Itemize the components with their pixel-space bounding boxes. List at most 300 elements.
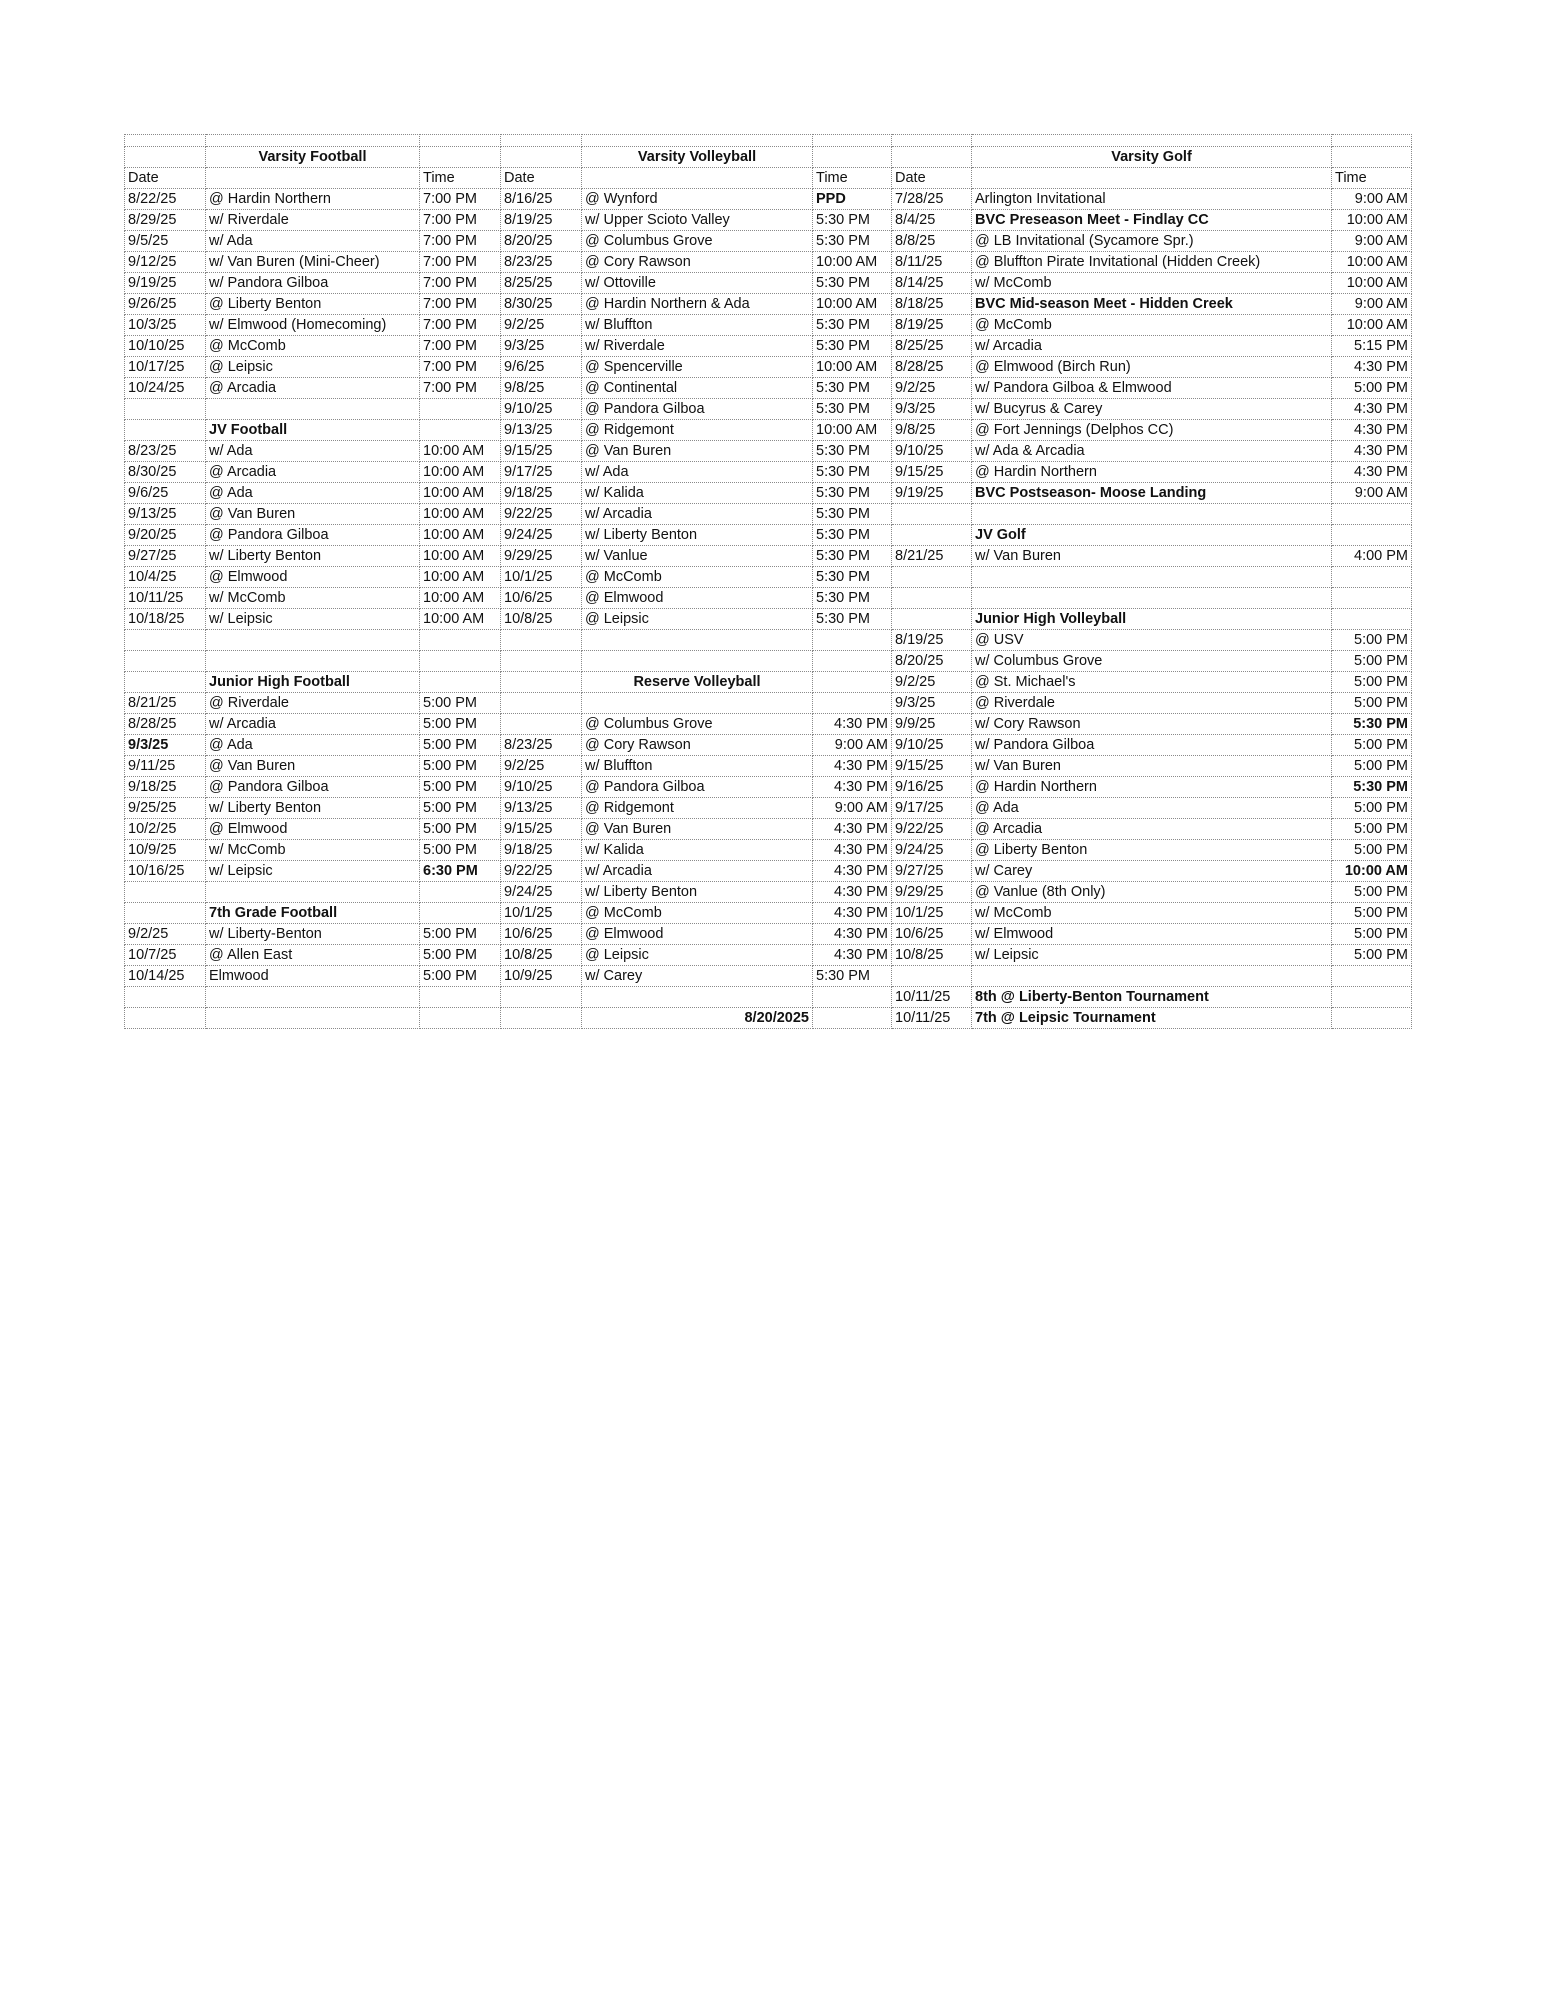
table-cell: @ Pandora Gilboa	[206, 777, 420, 798]
table-cell: 7:00 PM	[420, 231, 501, 252]
table-cell: @ Van Buren	[206, 504, 420, 525]
table-cell: 5:30 PM	[813, 315, 892, 336]
table-cell: 10/9/25	[501, 966, 582, 987]
empty-cell	[420, 903, 501, 924]
table-cell: 4:30 PM	[1332, 420, 1412, 441]
table-cell: 5:30 PM	[813, 210, 892, 231]
table-row	[125, 462, 1412, 483]
table-cell: @ Elmwood (Birch Run)	[972, 357, 1332, 378]
table-row	[125, 483, 1412, 504]
table-cell: 5:00 PM	[420, 924, 501, 945]
table-cell: @ Liberty Benton	[972, 840, 1332, 861]
table-cell: Arlington Invitational	[972, 189, 1332, 210]
table-cell: 5:00 PM	[1332, 945, 1412, 966]
table-cell: Date	[892, 168, 972, 189]
table-cell: 5:30 PM	[813, 378, 892, 399]
table-cell: 9/10/25	[501, 399, 582, 420]
table-cell: 8/11/25	[892, 252, 972, 273]
table-cell: 5:00 PM	[1332, 840, 1412, 861]
table-cell: 9/16/25	[892, 777, 972, 798]
table-cell: 8/20/25	[892, 651, 972, 672]
empty-cell	[206, 399, 420, 420]
table-cell: 4:30 PM	[813, 819, 892, 840]
table-cell: w/ Ada	[206, 231, 420, 252]
table-cell: @ Ada	[972, 798, 1332, 819]
table-cell: 9/10/25	[892, 735, 972, 756]
table-cell: 10/11/25	[125, 588, 206, 609]
table-cell: 9/22/25	[501, 504, 582, 525]
table-cell: 5:30 PM	[813, 525, 892, 546]
table-cell: 9/15/25	[892, 462, 972, 483]
table-cell: w/ Ada	[582, 462, 813, 483]
table-cell: 5:00 PM	[420, 966, 501, 987]
table-cell: w/ Carey	[972, 861, 1332, 882]
table-row	[125, 693, 1412, 714]
table-cell: 5:30 PM	[813, 966, 892, 987]
table-cell: w/ Liberty Benton	[582, 525, 813, 546]
table-row	[125, 882, 1412, 903]
table-cell: 9/22/25	[501, 861, 582, 882]
table-cell: w/ Cory Rawson	[972, 714, 1332, 735]
table-cell: @ Hardin Northern & Ada	[582, 294, 813, 315]
table-row	[125, 1008, 1412, 1029]
empty-cell	[420, 882, 501, 903]
section-heading: Varsity Volleyball	[582, 147, 813, 168]
empty-cell	[813, 135, 892, 147]
table-cell: 10/11/25	[892, 1008, 972, 1029]
table-cell: @ Arcadia	[206, 462, 420, 483]
empty-cell	[420, 987, 501, 1008]
table-cell: w/ Leipsic	[972, 945, 1332, 966]
table-cell: 9/25/25	[125, 798, 206, 819]
table-cell: 9/24/25	[501, 525, 582, 546]
section-heading: JV Football	[206, 420, 420, 441]
empty-cell	[420, 147, 501, 168]
table-cell: 10/14/25	[125, 966, 206, 987]
table-cell: 9/3/25	[892, 693, 972, 714]
table-cell: 5:00 PM	[1332, 630, 1412, 651]
table-row	[125, 273, 1412, 294]
table-row	[125, 147, 1412, 168]
table-cell: 4:30 PM	[1332, 441, 1412, 462]
table-cell: 10:00 AM	[813, 252, 892, 273]
empty-cell	[206, 1008, 420, 1029]
table-cell: @ LB Invitational (Sycamore Spr.)	[972, 231, 1332, 252]
table-cell: 8th @ Liberty-Benton Tournament	[972, 987, 1332, 1008]
table-cell: 10:00 AM	[420, 546, 501, 567]
table-cell: 9/5/25	[125, 231, 206, 252]
empty-cell	[125, 147, 206, 168]
table-cell: w/ Leipsic	[206, 861, 420, 882]
table-cell: 5:00 PM	[1332, 903, 1412, 924]
table-cell: 10/16/25	[125, 861, 206, 882]
section-heading: Varsity Golf	[972, 147, 1332, 168]
table-cell: 9/29/25	[892, 882, 972, 903]
empty-cell	[582, 651, 813, 672]
table-cell: 9/8/25	[501, 378, 582, 399]
table-cell: 10:00 AM	[1332, 252, 1412, 273]
table-cell: 10/9/25	[125, 840, 206, 861]
table-cell: w/ Kalida	[582, 840, 813, 861]
empty-cell	[813, 1008, 892, 1029]
table-cell: 5:30 PM	[813, 609, 892, 630]
table-cell: 5:00 PM	[420, 819, 501, 840]
table-cell: w/ Pandora Gilboa & Elmwood	[972, 378, 1332, 399]
table-cell: @ Columbus Grove	[582, 231, 813, 252]
empty-cell	[813, 651, 892, 672]
table-cell: 8/21/25	[125, 693, 206, 714]
table-cell: 9/2/25	[501, 315, 582, 336]
empty-cell	[501, 1008, 582, 1029]
table-cell: 10/10/25	[125, 336, 206, 357]
table-cell: 8/20/25	[501, 231, 582, 252]
table-cell: @ Leipsic	[582, 945, 813, 966]
table-cell: 5:15 PM	[1332, 336, 1412, 357]
table-cell: 8/28/25	[892, 357, 972, 378]
table-cell: 9/29/25	[501, 546, 582, 567]
table-cell: 10:00 AM	[420, 462, 501, 483]
table-cell: w/ Arcadia	[972, 336, 1332, 357]
empty-cell	[420, 672, 501, 693]
empty-cell	[125, 882, 206, 903]
table-cell: 5:00 PM	[420, 840, 501, 861]
empty-cell	[892, 525, 972, 546]
table-row	[125, 945, 1412, 966]
table-cell: @ Arcadia	[206, 378, 420, 399]
table-row	[125, 168, 1412, 189]
table-cell: 5:30 PM	[813, 336, 892, 357]
table-cell: 5:00 PM	[1332, 882, 1412, 903]
table-cell: 4:30 PM	[813, 945, 892, 966]
table-cell: 9/20/25	[125, 525, 206, 546]
table-cell: w/ Van Buren	[972, 756, 1332, 777]
table-row	[125, 819, 1412, 840]
empty-cell	[206, 168, 420, 189]
empty-cell	[206, 651, 420, 672]
table-cell: 8/8/25	[892, 231, 972, 252]
table-cell: 10:00 AM	[1332, 315, 1412, 336]
table-cell: w/ McComb	[972, 903, 1332, 924]
table-cell: w/ Bluffton	[582, 756, 813, 777]
table-cell: 5:00 PM	[420, 798, 501, 819]
table-cell: @ Pandora Gilboa	[582, 399, 813, 420]
empty-cell	[206, 882, 420, 903]
table-cell: 5:30 PM	[813, 462, 892, 483]
empty-cell	[501, 135, 582, 147]
table-row	[125, 588, 1412, 609]
table-row	[125, 231, 1412, 252]
empty-cell	[501, 672, 582, 693]
empty-cell	[1332, 1008, 1412, 1029]
table-cell: @ Van Buren	[582, 441, 813, 462]
table-row	[125, 609, 1412, 630]
table-cell: 9/11/25	[125, 756, 206, 777]
table-cell: 5:30 PM	[813, 441, 892, 462]
table-row	[125, 987, 1412, 1008]
table-cell: 5:30 PM	[813, 504, 892, 525]
table-cell: 8/25/25	[501, 273, 582, 294]
table-cell: 10:00 AM	[813, 357, 892, 378]
table-cell: @ McComb	[582, 903, 813, 924]
table-cell: w/ Liberty Benton	[206, 546, 420, 567]
empty-cell	[125, 672, 206, 693]
table-cell: 10:00 AM	[420, 441, 501, 462]
table-cell: 10/1/25	[501, 903, 582, 924]
table-cell: 10/1/25	[501, 567, 582, 588]
table-cell: 9/24/25	[892, 840, 972, 861]
table-cell: 10/6/25	[501, 588, 582, 609]
table-cell: 5:00 PM	[1332, 924, 1412, 945]
empty-cell	[420, 399, 501, 420]
table-row	[125, 714, 1412, 735]
table-cell: 7:00 PM	[420, 294, 501, 315]
table-cell: 9/3/25	[125, 735, 206, 756]
table-cell: 10/7/25	[125, 945, 206, 966]
table-cell: w/ Arcadia	[582, 504, 813, 525]
table-cell: 8/28/25	[125, 714, 206, 735]
table-cell: 5:30 PM	[813, 588, 892, 609]
table-cell: 9/3/25	[892, 399, 972, 420]
table-cell: @ McComb	[206, 336, 420, 357]
table-cell: 9/27/25	[125, 546, 206, 567]
table-cell: 8/21/25	[892, 546, 972, 567]
table-cell: 8/19/25	[501, 210, 582, 231]
table-cell: @ Ada	[206, 483, 420, 504]
table-cell: @ USV	[972, 630, 1332, 651]
empty-cell	[892, 966, 972, 987]
table-cell: 9/18/25	[501, 840, 582, 861]
table-cell: 7:00 PM	[420, 273, 501, 294]
empty-cell	[892, 135, 972, 147]
table-cell: @ Cory Rawson	[582, 252, 813, 273]
table-cell: 7:00 PM	[420, 336, 501, 357]
table-row	[125, 336, 1412, 357]
section-heading: Reserve Volleyball	[582, 672, 813, 693]
table-cell: 10:00 AM	[420, 525, 501, 546]
empty-cell	[125, 1008, 206, 1029]
empty-cell	[813, 693, 892, 714]
table-row	[125, 135, 1412, 147]
schedule-table	[124, 134, 1412, 1029]
table-cell: 10/17/25	[125, 357, 206, 378]
empty-cell	[972, 504, 1332, 525]
table-row	[125, 567, 1412, 588]
table-cell: 8/25/25	[892, 336, 972, 357]
table-cell: @ Leipsic	[206, 357, 420, 378]
empty-cell	[813, 672, 892, 693]
table-row	[125, 630, 1412, 651]
table-cell: @ Elmwood	[206, 819, 420, 840]
table-row	[125, 672, 1412, 693]
empty-cell	[892, 567, 972, 588]
table-cell: @ Hardin Northern	[972, 462, 1332, 483]
table-cell: 4:30 PM	[813, 861, 892, 882]
table-cell: @ Ridgemont	[582, 798, 813, 819]
section-heading: Varsity Football	[206, 147, 420, 168]
table-cell: 9/10/25	[501, 777, 582, 798]
table-cell: w/ McComb	[972, 273, 1332, 294]
table-row	[125, 861, 1412, 882]
table-row	[125, 525, 1412, 546]
table-cell: w/ Kalida	[582, 483, 813, 504]
table-cell: 7:00 PM	[420, 189, 501, 210]
schedule-sheet	[124, 134, 1412, 1029]
section-heading: 7th Grade Football	[206, 903, 420, 924]
table-cell: 5:30 PM	[813, 273, 892, 294]
table-cell: BVC Mid-season Meet - Hidden Creek	[972, 294, 1332, 315]
table-row	[125, 189, 1412, 210]
table-cell: w/ Pandora Gilboa	[206, 273, 420, 294]
empty-cell	[972, 168, 1332, 189]
table-cell: 10:00 AM	[420, 567, 501, 588]
table-cell: 10:00 AM	[420, 483, 501, 504]
table-cell: 9/18/25	[501, 483, 582, 504]
table-cell: 4:30 PM	[813, 714, 892, 735]
table-cell: 4:00 PM	[1332, 546, 1412, 567]
table-cell: w/ Van Buren (Mini-Cheer)	[206, 252, 420, 273]
table-cell: 7:00 PM	[420, 357, 501, 378]
empty-cell	[420, 630, 501, 651]
empty-cell	[892, 609, 972, 630]
table-cell: Date	[501, 168, 582, 189]
table-cell: 8/30/25	[125, 462, 206, 483]
empty-cell	[813, 987, 892, 1008]
table-cell: @ Elmwood	[206, 567, 420, 588]
table-cell: 8/4/25	[892, 210, 972, 231]
table-cell: 10/1/25	[892, 903, 972, 924]
table-row	[125, 210, 1412, 231]
empty-cell	[1332, 588, 1412, 609]
table-cell: w/ Bucyrus & Carey	[972, 399, 1332, 420]
table-cell: 10:00 AM	[420, 504, 501, 525]
table-cell: BVC Preseason Meet - Findlay CC	[972, 210, 1332, 231]
empty-cell	[501, 714, 582, 735]
table-cell: 10/8/25	[501, 945, 582, 966]
table-cell: 9/10/25	[892, 441, 972, 462]
table-cell: @ Ada	[206, 735, 420, 756]
empty-cell	[125, 903, 206, 924]
empty-cell	[125, 987, 206, 1008]
table-cell: 4:30 PM	[813, 756, 892, 777]
empty-cell	[892, 588, 972, 609]
empty-cell	[1332, 135, 1412, 147]
table-row	[125, 966, 1412, 987]
empty-cell	[972, 588, 1332, 609]
table-cell: 9/9/25	[892, 714, 972, 735]
table-cell: Elmwood	[206, 966, 420, 987]
table-cell: 8/14/25	[892, 273, 972, 294]
table-cell: @ Continental	[582, 378, 813, 399]
table-cell: w/ McComb	[206, 840, 420, 861]
table-cell: PPD	[813, 189, 892, 210]
table-cell: 4:30 PM	[813, 840, 892, 861]
table-cell: 10/8/25	[501, 609, 582, 630]
table-cell: 5:00 PM	[1332, 651, 1412, 672]
table-cell: 9/6/25	[501, 357, 582, 378]
empty-cell	[125, 651, 206, 672]
table-cell: 7/28/25	[892, 189, 972, 210]
table-cell: 8/30/25	[501, 294, 582, 315]
table-row	[125, 756, 1412, 777]
table-cell: 5:00 PM	[420, 777, 501, 798]
table-cell: 5:00 PM	[1332, 693, 1412, 714]
table-cell: 9/19/25	[125, 273, 206, 294]
empty-cell	[972, 966, 1332, 987]
table-cell: 9/13/25	[125, 504, 206, 525]
table-cell: w/ Vanlue	[582, 546, 813, 567]
table-cell: @ St. Michael's	[972, 672, 1332, 693]
table-cell: Time	[420, 168, 501, 189]
table-cell: 9/15/25	[892, 756, 972, 777]
table-cell: w/ Liberty Benton	[582, 882, 813, 903]
table-cell: w/ Van Buren	[972, 546, 1332, 567]
table-cell: 5:00 PM	[1332, 378, 1412, 399]
table-cell: 5:00 PM	[1332, 798, 1412, 819]
table-cell: 10:00 AM	[420, 609, 501, 630]
table-cell: 4:30 PM	[813, 924, 892, 945]
table-cell: 5:00 PM	[1332, 735, 1412, 756]
table-cell: 7:00 PM	[420, 210, 501, 231]
table-cell: 5:30 PM	[1332, 714, 1412, 735]
table-cell: @ McComb	[582, 567, 813, 588]
table-cell: 10/18/25	[125, 609, 206, 630]
table-cell: 10:00 AM	[1332, 273, 1412, 294]
empty-cell	[501, 693, 582, 714]
table-cell: 9:00 AM	[1332, 294, 1412, 315]
table-cell: @ Leipsic	[582, 609, 813, 630]
table-cell: 9/3/25	[501, 336, 582, 357]
table-cell: w/ Columbus Grove	[972, 651, 1332, 672]
table-cell: 10/6/25	[892, 924, 972, 945]
table-cell: 7:00 PM	[420, 252, 501, 273]
table-cell: 8/23/25	[501, 735, 582, 756]
table-cell: 5:00 PM	[420, 693, 501, 714]
table-cell: @ Wynford	[582, 189, 813, 210]
table-cell: 8/29/25	[125, 210, 206, 231]
table-cell: w/ Ada	[206, 441, 420, 462]
table-cell: w/ Ada & Arcadia	[972, 441, 1332, 462]
table-cell: @ Vanlue (8th Only)	[972, 882, 1332, 903]
table-cell: Time	[1332, 168, 1412, 189]
table-cell: 5:00 PM	[1332, 672, 1412, 693]
section-heading: Junior High Football	[206, 672, 420, 693]
table-cell: w/ Pandora Gilboa	[972, 735, 1332, 756]
table-cell: 5:30 PM	[813, 567, 892, 588]
empty-cell	[1332, 147, 1412, 168]
table-cell: 9/26/25	[125, 294, 206, 315]
table-cell: 4:30 PM	[1332, 357, 1412, 378]
table-cell: 9/24/25	[501, 882, 582, 903]
table-cell: w/ Arcadia	[582, 861, 813, 882]
table-row	[125, 378, 1412, 399]
table-cell: 8/22/25	[125, 189, 206, 210]
table-cell: 7:00 PM	[420, 315, 501, 336]
table-cell: 5:00 PM	[420, 714, 501, 735]
table-cell: 8/18/25	[892, 294, 972, 315]
table-cell: 10/11/25	[892, 987, 972, 1008]
empty-cell	[125, 630, 206, 651]
table-cell: w/ Liberty-Benton	[206, 924, 420, 945]
table-cell: 9/13/25	[501, 420, 582, 441]
empty-cell	[582, 168, 813, 189]
empty-cell	[420, 135, 501, 147]
table-cell: w/ Ottoville	[582, 273, 813, 294]
empty-cell	[892, 504, 972, 525]
table-cell: @ Hardin Northern	[206, 189, 420, 210]
table-cell: Date	[125, 168, 206, 189]
table-cell: 10/3/25	[125, 315, 206, 336]
table-cell: 9/15/25	[501, 441, 582, 462]
